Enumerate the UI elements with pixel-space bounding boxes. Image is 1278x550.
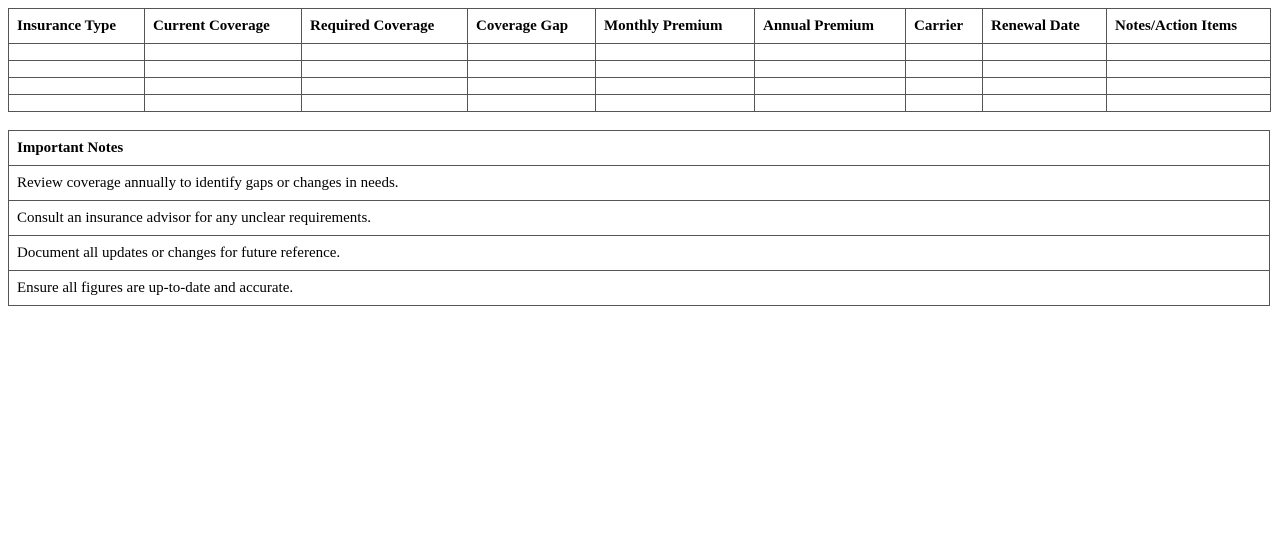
table-cell[interactable] — [9, 95, 145, 112]
column-header: Coverage Gap — [468, 9, 596, 44]
table-cell[interactable] — [1107, 95, 1271, 112]
note-item: Document all updates or changes for future reference. — [9, 236, 1270, 271]
column-header: Notes/Action Items — [1107, 9, 1271, 44]
table-cell[interactable] — [755, 95, 906, 112]
table-row — [9, 78, 1271, 95]
table-cell[interactable] — [1107, 44, 1271, 61]
table-row — [9, 44, 1271, 61]
table-cell[interactable] — [468, 95, 596, 112]
table-cell[interactable] — [302, 61, 468, 78]
column-header: Annual Premium — [755, 9, 906, 44]
table-row — [9, 95, 1271, 112]
table-cell[interactable] — [755, 61, 906, 78]
table-cell[interactable] — [302, 95, 468, 112]
column-header: Current Coverage — [145, 9, 302, 44]
table-cell[interactable] — [596, 78, 755, 95]
notes-header-row — [9, 131, 1270, 166]
table-cell[interactable] — [906, 95, 983, 112]
column-header: Insurance Type — [9, 9, 145, 44]
note-row — [9, 236, 1270, 271]
table-cell[interactable] — [755, 78, 906, 95]
note-item: Review coverage annually to identify gaps or changes in needs. — [9, 166, 1270, 201]
table-row — [9, 61, 1271, 78]
column-header: Renewal Date — [983, 9, 1107, 44]
column-header: Carrier — [906, 9, 983, 44]
table-cell[interactable] — [468, 44, 596, 61]
column-header: Monthly Premium — [596, 9, 755, 44]
table-cell[interactable] — [145, 44, 302, 61]
table-cell[interactable] — [468, 78, 596, 95]
table-cell[interactable] — [302, 44, 468, 61]
table-cell[interactable] — [596, 61, 755, 78]
table-cell[interactable] — [9, 78, 145, 95]
note-item: Consult an insurance advisor for any unclear requirements. — [9, 201, 1270, 236]
table-cell[interactable] — [906, 78, 983, 95]
table-cell[interactable] — [983, 95, 1107, 112]
table-header-row — [9, 9, 1271, 44]
table-cell[interactable] — [9, 44, 145, 61]
table-cell[interactable] — [983, 61, 1107, 78]
note-row — [9, 166, 1270, 201]
table-cell[interactable] — [906, 61, 983, 78]
table-cell[interactable] — [755, 44, 906, 61]
table-cell[interactable] — [145, 78, 302, 95]
table-cell[interactable] — [983, 78, 1107, 95]
table-cell[interactable] — [983, 44, 1107, 61]
table-cell[interactable] — [145, 95, 302, 112]
note-row — [9, 271, 1270, 306]
table-cell[interactable] — [596, 44, 755, 61]
note-row — [9, 201, 1270, 236]
insurance-coverage-table — [8, 8, 1271, 112]
column-header: Required Coverage — [302, 9, 468, 44]
table-cell[interactable] — [1107, 78, 1271, 95]
table-cell[interactable] — [906, 44, 983, 61]
table-cell[interactable] — [145, 61, 302, 78]
table-cell[interactable] — [1107, 61, 1271, 78]
table-cell[interactable] — [302, 78, 468, 95]
important-notes-table — [8, 130, 1270, 306]
table-cell[interactable] — [468, 61, 596, 78]
table-cell[interactable] — [9, 61, 145, 78]
notes-title: Important Notes — [9, 131, 1270, 166]
note-item: Ensure all figures are up-to-date and accurate. — [9, 271, 1270, 306]
table-cell[interactable] — [596, 95, 755, 112]
